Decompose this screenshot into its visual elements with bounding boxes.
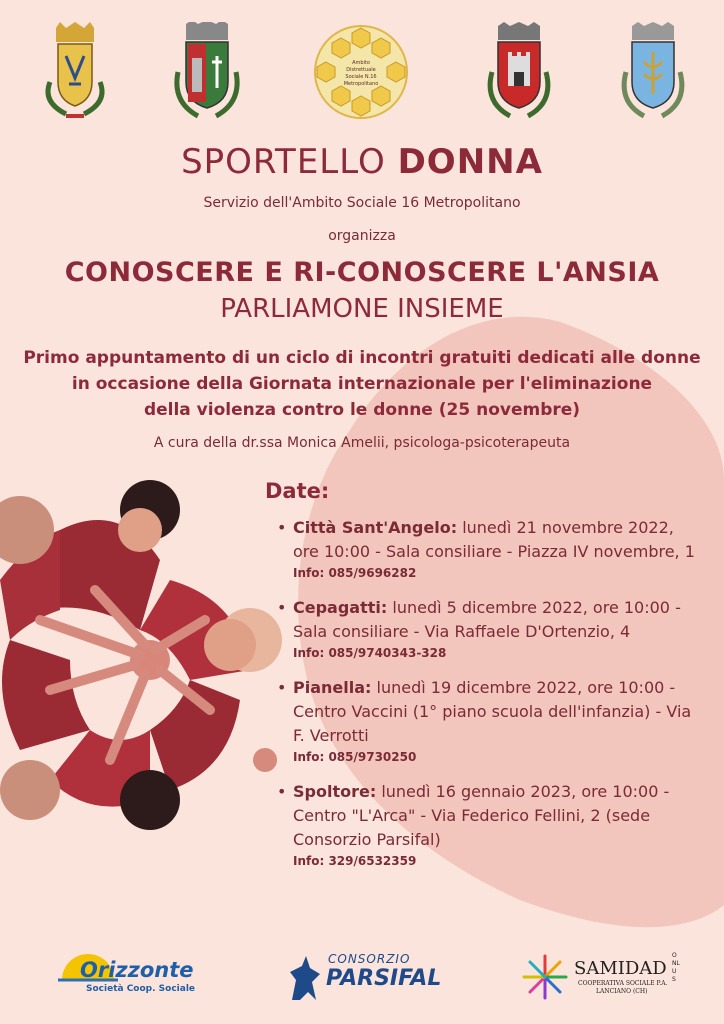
intro-paragraph bbox=[0, 345, 724, 423]
starburst-icon bbox=[522, 954, 568, 1000]
parsifal-name: PARSIFAL bbox=[326, 966, 442, 991]
parsifal-logo bbox=[286, 950, 466, 1006]
event-details: lunedì 19 dicembre 2022, ore 10:00 - Centro Vaccini (1° piano scuola dell'infanzia) - Via F. Verrotti bbox=[293, 678, 692, 745]
event-place: Spoltore: bbox=[293, 782, 377, 801]
event-info: Info: 329/6532359 bbox=[293, 854, 417, 868]
samidad-onlus: ONLUS bbox=[672, 952, 680, 983]
event-place: Cepagatti: bbox=[293, 598, 388, 617]
orizzonte-logo bbox=[58, 946, 218, 1006]
crest-icon-1 bbox=[36, 22, 114, 122]
event-info: Info: 085/9730250 bbox=[293, 750, 417, 764]
samidad-sub1: COOPERATIVA SOCIALE P.A. bbox=[578, 980, 668, 987]
page-title bbox=[0, 142, 724, 182]
svg-text:Metropolitano: Metropolitano bbox=[343, 81, 379, 87]
bullet-icon: • bbox=[277, 678, 287, 697]
crest-icon-3 bbox=[308, 22, 414, 122]
event-info: Info: 085/9696282 bbox=[293, 566, 417, 580]
crest-icon-2 bbox=[168, 22, 246, 122]
orizzonte-sub: Società Coop. Sociale bbox=[86, 984, 196, 994]
events-list bbox=[277, 516, 697, 884]
svg-text:Distrettuale: Distrettuale bbox=[346, 67, 376, 73]
event-details: lunedì 16 gennaio 2023, ore 10:00 - Centro "L'Arca" - Via Federico Fellini, 2 (sede Consorzio Parsifal) bbox=[293, 782, 670, 849]
event-item bbox=[277, 596, 697, 662]
title-light: SPORTELLO bbox=[181, 142, 386, 182]
subtitle: Servizio dell'Ambito Sociale 16 Metropolitano bbox=[203, 195, 521, 211]
curator-line: A cura della dr.ssa Monica Amelii, psicologa-psicoterapeuta bbox=[153, 435, 571, 451]
event-place: Città Sant'Angelo: bbox=[293, 518, 458, 537]
event-title: CONOSCERE E RI-CONOSCERE L'ANSIA bbox=[64, 257, 660, 288]
dates-heading: Date: bbox=[265, 479, 330, 503]
consorzio-label: CONSORZIO bbox=[328, 952, 411, 966]
samidad-name: SAMIDAD bbox=[574, 958, 667, 979]
title-bold: DONNA bbox=[397, 142, 543, 182]
intro-line: Primo appuntamento di un ciclo di incontri gratuiti dedicati alle donne bbox=[23, 348, 701, 368]
event-item bbox=[277, 676, 697, 766]
bullet-icon: • bbox=[277, 518, 287, 537]
organizer-word: organizza bbox=[328, 228, 396, 244]
orizzonte-name: Orizzonte bbox=[80, 958, 194, 982]
crest-icon-4 bbox=[480, 22, 558, 122]
knight-icon bbox=[286, 954, 326, 1002]
svg-text:Sociale N.16: Sociale N.16 bbox=[345, 74, 377, 80]
event-subtitle: PARLIAMONE INSIEME bbox=[220, 294, 504, 324]
event-place: Pianella: bbox=[293, 678, 372, 697]
intro-line: della violenza contro le donne (25 novembre) bbox=[143, 400, 581, 420]
event-item bbox=[277, 780, 697, 870]
women-circle-illustration bbox=[0, 470, 300, 850]
event-item bbox=[277, 516, 697, 582]
event-details: lunedì 5 dicembre 2022, ore 10:00 - Sala consiliare - Via Raffaele D'Ortenzio, 4 bbox=[293, 598, 681, 641]
samidad-logo bbox=[522, 950, 692, 1006]
samidad-sub2: LANCIANO (CH) bbox=[596, 988, 648, 995]
bullet-icon: • bbox=[277, 782, 287, 801]
crest-icon-5 bbox=[614, 22, 692, 122]
bullet-icon: • bbox=[277, 598, 287, 617]
svg-text:Ambito: Ambito bbox=[352, 60, 370, 66]
intro-line: in occasione della Giornata internazionale per l'eliminazione bbox=[71, 374, 653, 394]
event-info: Info: 085/9740343-328 bbox=[293, 646, 447, 660]
event-details: lunedì 21 novembre 2022, ore 10:00 - Sala consiliare - Piazza IV novembre, 1 bbox=[293, 518, 695, 561]
